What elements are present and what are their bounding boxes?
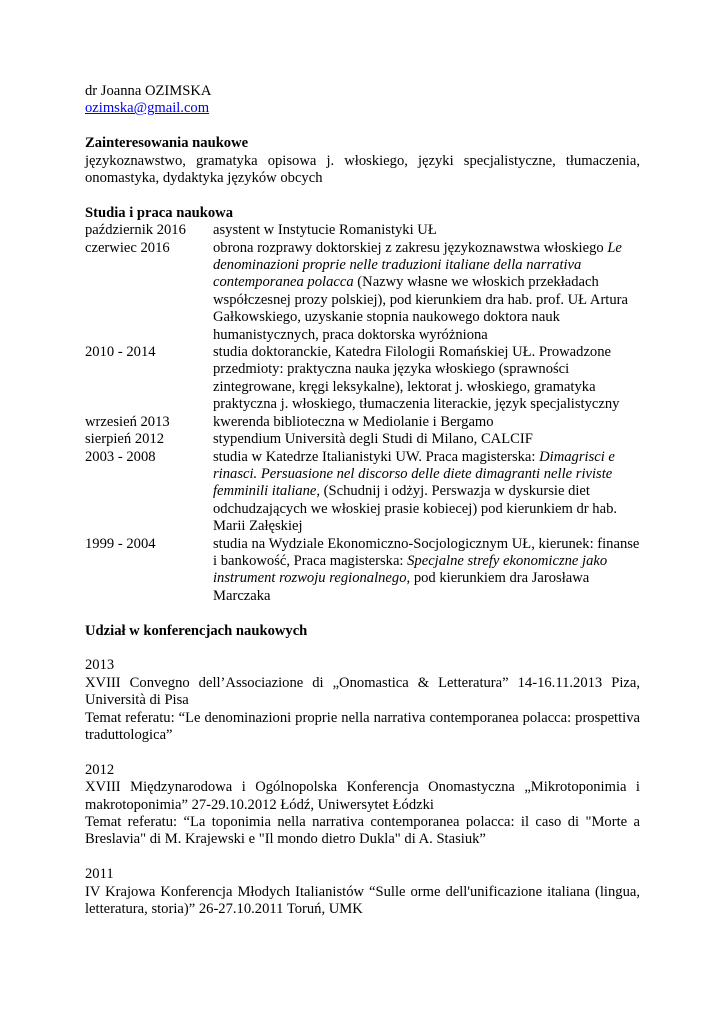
- study-date: sierpień 2012: [85, 431, 165, 448]
- conference-topic: Temat referatu: “La toponimia nella narrativa contemporanea polacca: il caso di "Morte a Breslavia" di M. Krajewski e "Il mondo dietro Dukla" di A. Stasiuk”: [85, 813, 640, 848]
- conference-year: 2013: [85, 657, 115, 674]
- study-entry: [85, 240, 640, 344]
- conference-topic: Temat referatu: “Le denominazioni proprie nella narrativa contemporanea polacca: prospettiva traduttologica”: [85, 709, 640, 743]
- study-italic-title: Le denominazioni proprie nelle traduzioni italiane della narrativa contemporanea polacca: [213, 239, 622, 291]
- study-text: (Nazwy własne we włoskich przekładach współczesnej prozy polskiej), pod kierunkiem dra hab. prof. UŁ Artura Gałkowskiego, uzyskanie stopnia naukowego doktora nauk humanistycznych, praca doktorska wyróżniona: [213, 274, 628, 343]
- conference-item: [85, 866, 640, 918]
- interests-heading: Zainteresowania naukowe: [85, 135, 249, 152]
- study-entry: [85, 344, 640, 414]
- author-name: dr Joanna OZIMSKA: [85, 83, 212, 99]
- study-entry: [85, 449, 640, 536]
- conference-item: [85, 762, 640, 849]
- conference-title: IV Krajowa Konferencja Młodych Italianistów “Sulle orme dell'unificazione italiana (lingua, letteratura, storia)” 26-27.10.2011 Toruń, UMK: [85, 883, 640, 917]
- study-description: [213, 414, 640, 431]
- study-date: 2003 - 2008: [85, 448, 156, 465]
- conference-item: [85, 657, 640, 744]
- study-italic-title: Dimagrisci e rinasci. Persuasione nel discorso delle diete dimagranti nelle riviste femminili italiane: [213, 448, 615, 500]
- conferences-heading: Udział w konferencjach naukowych: [85, 622, 308, 639]
- study-date: wrzesień 2013: [85, 413, 170, 430]
- email-link[interactable]: ozimska@gmail.com: [85, 100, 210, 117]
- study-text: , pod kierunkiem dra Jarosława Marczaka: [213, 570, 590, 604]
- study-text: studia doktoranckie, Katedra Filologii Romańskiej UŁ. Prowadzone przedmioty: praktyczna nauka języka włoskiego (sprawności zintegrowane, kręgi leksykalne), lektorat j. włoskiego, gramatyka praktyczna j. włoskiego, tłumaczenia literackie, język specjalistyczny: [213, 344, 620, 413]
- study-text: stypendium Università degli Studi di Milano, CALCIF: [213, 431, 533, 448]
- study-text: studia w Katedrze Italianistyki UW. Praca magisterska:: [213, 448, 540, 465]
- study-entry: [85, 536, 640, 606]
- study-entry: [85, 222, 640, 239]
- conference-year: 2012: [85, 761, 115, 778]
- study-text: asystent w Instytucie Romanistyki UŁ: [213, 222, 437, 239]
- study-description: [213, 222, 640, 239]
- conference-title: XVIII Convegno dell’Associazione di „Onomastica & Letteratura” 14-16.11.2013 Piza, Università di Pisa: [85, 674, 640, 709]
- studies-heading: Studia i praca naukowa: [85, 204, 234, 221]
- studies-list: [85, 222, 640, 605]
- study-description: [213, 536, 640, 606]
- study-text: obrona rozprawy doktorskiej z zakresu językoznawstwa włoskiego: [213, 239, 608, 256]
- study-date: 2010 - 2014: [85, 344, 156, 361]
- study-text: studia na Wydziale Ekonomiczno-Socjologicznym UŁ, kierunek: finanse i bankowość, Praca magisterska:: [213, 535, 640, 569]
- study-description: [213, 240, 640, 344]
- study-italic-title: Specjalne strefy ekonomiczne jako instrument rozwoju regionalnego: [213, 552, 608, 587]
- study-description: [213, 344, 640, 414]
- conferences-list: [85, 657, 640, 918]
- study-text: kwerenda biblioteczna w Mediolanie i Bergamo: [213, 413, 494, 430]
- study-description: [213, 431, 640, 448]
- study-description: [213, 449, 640, 536]
- study-date: czerwiec 2016: [85, 239, 170, 256]
- study-date: październik 2016: [85, 222, 186, 239]
- study-entry: [85, 431, 640, 448]
- study-text: , (Schudnij i odżyj. Perswazja w dyskursie diet odchudzających we włoskiej prasie kobiecej) pod kierunkiem dr hab. Marii Załęskiej: [213, 483, 618, 535]
- interests-text: językoznawstwo, gramatyka opisowa j. włoskiego, języki specjalistyczne, tłumaczenia, onomastyka, dydaktyka języków obcych: [85, 152, 640, 187]
- study-entry: [85, 414, 640, 431]
- conference-year: 2011: [85, 866, 114, 883]
- study-date: 1999 - 2004: [85, 535, 156, 552]
- conference-title: XVIII Międzynarodowa i Ogólnopolska Konferencja Onomastyczna „Mikrotoponimia i makrotoponimia” 27-29.10.2012 Łódź, Uniwersytet Łódzki: [85, 779, 640, 813]
